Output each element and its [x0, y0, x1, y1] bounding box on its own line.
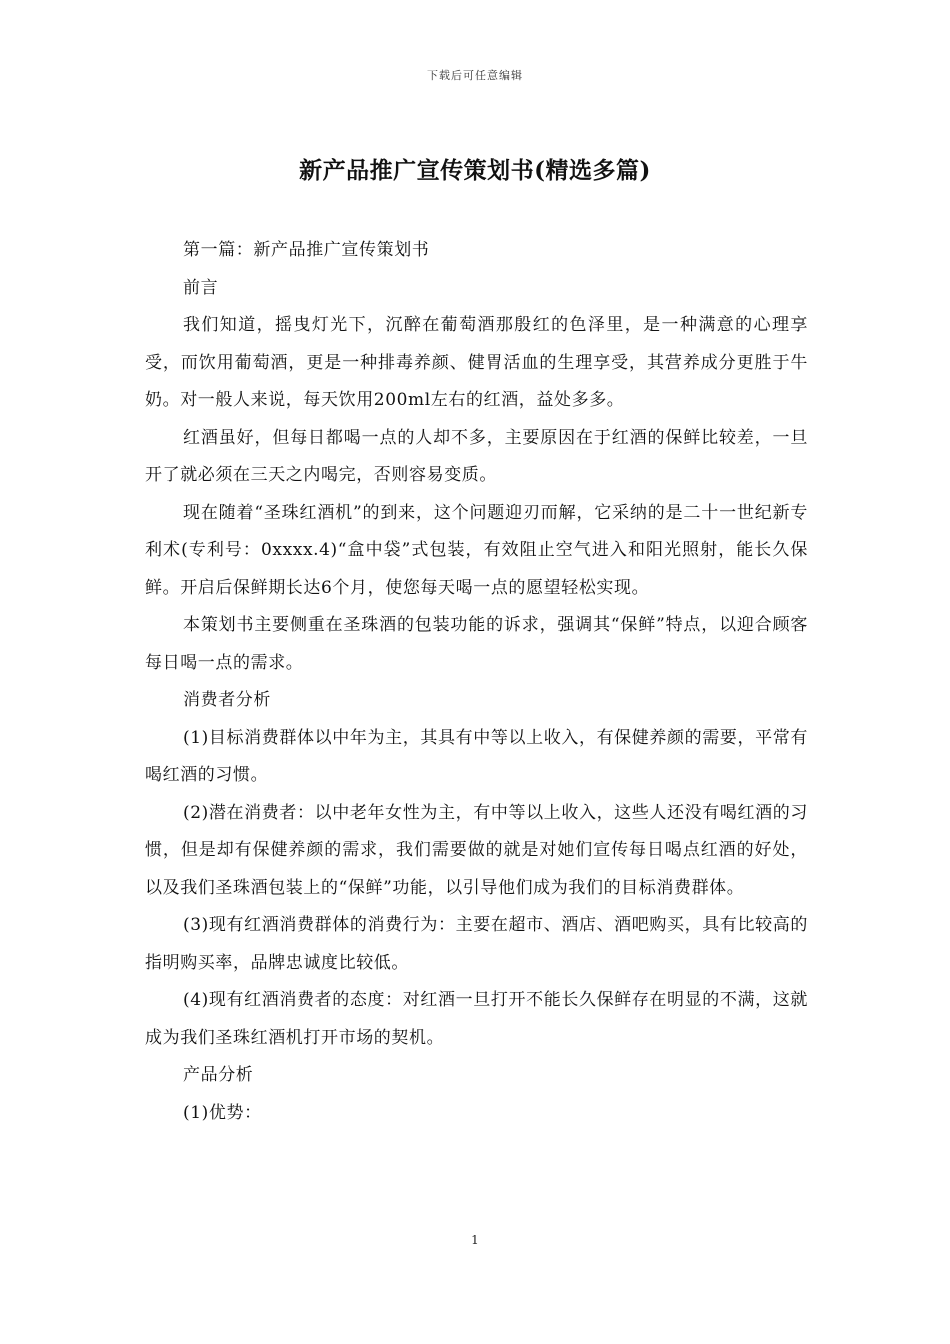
header-note: 下载后可任意编辑 [427, 69, 523, 82]
section-heading-consumer-analysis: 消费者分析 [183, 690, 271, 710]
list-item-consumer-attitude: (4)现有红酒消费者的态度：对红酒一旦打开不能长久保鲜存在明显的不满，这就成为我们圣珠红酒机打开市场的契机。 [145, 990, 808, 1048]
section-heading-product-analysis: 产品分析 [183, 1065, 254, 1085]
section-heading-preface: 前言 [183, 277, 219, 298]
page-number: 1 [471, 1233, 479, 1247]
list-item-potential-consumers: (2)潜在消费者：以中老年女性为主，有中等以上收入，这些人还没有喝红酒的习惯，但是却有保健养颜的需求，我们需要做的就是对她们宣传每日喝点红酒的好处，以及我们圣珠酒包装上的“保鲜”功能，以引导他们成为我们的目标消费群体。 [145, 802, 808, 898]
section-heading-first-article: 第一篇：新产品推广宣传策划书 [183, 240, 430, 260]
list-item-consumer-behavior: (3)现有红酒消费群体的消费行为：主要在超市、酒店、酒吧购买，具有比较高的指明购买率，品牌忠诚度比较低。 [145, 915, 808, 973]
paragraph-wine-benefits: 我们知道，摇曳灯光下，沉醉在葡萄酒那殷红的色泽里，是一种满意的心理享受，而饮用葡萄酒，更是一种排毒养颜、健胃活血的生理享受，其营养成分更胜于牛奶。对一般人来说，每天饮用200ml左右的红酒，益处多多。 [145, 315, 808, 410]
list-item-advantages: (1)优势： [183, 1102, 262, 1123]
paragraph-product-solution: 现在随着“圣珠红酒机”的到来，这个问题迎刃而解，它采纳的是二十一世纪新专利术(专利号：0xxxx.4)“盒中袋”式包装，有效阻止空气进入和阳光照射，能长久保鲜。开启后保鲜期长达6个月，使您每天喝一点的愿望轻松实现。 [145, 502, 808, 598]
paragraph-plan-focus: 本策划书主要侧重在圣珠酒的包装功能的诉求，强调其“保鲜”特点，以迎合顾客每日喝一点的需求。 [145, 615, 808, 673]
list-item-target-consumers: (1)目标消费群体以中年为主，其具有中等以上收入，有保健养颜的需要，平常有喝红酒的习惯。 [145, 727, 808, 785]
document-body [145, 232, 808, 1132]
document-title: 新产品推广宣传策划书(精选多篇) [299, 157, 651, 184]
paragraph-freshness-problem: 红酒虽好，但每日都喝一点的人却不多，主要原因在于红酒的保鲜比较差，一旦开了就必须在三天之内喝完，否则容易变质。 [145, 427, 808, 485]
